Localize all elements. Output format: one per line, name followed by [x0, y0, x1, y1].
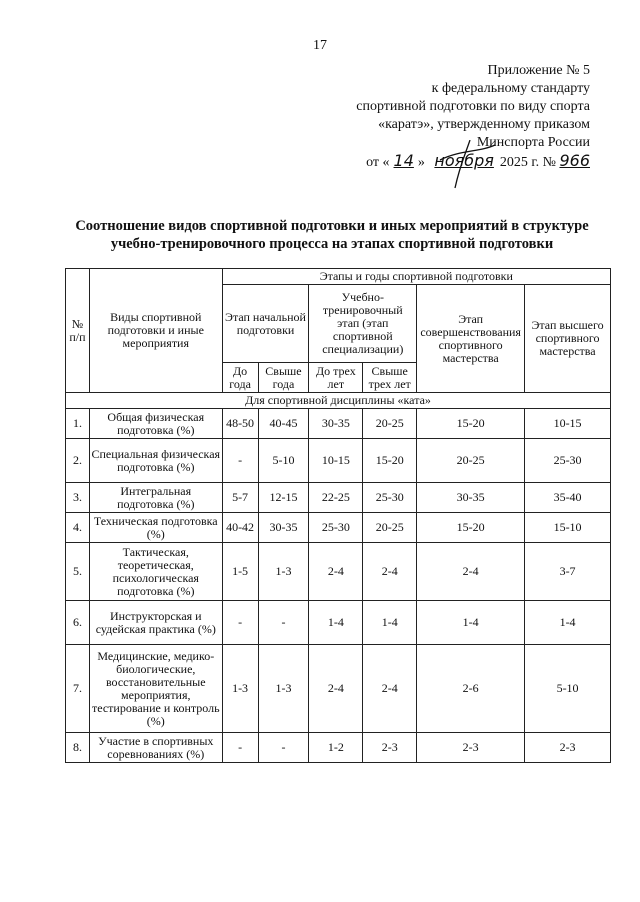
table-row [66, 483, 611, 513]
cell-over-three: 2-4 [363, 645, 417, 733]
date-mid: » [417, 155, 425, 170]
cell-over-three: 20-25 [363, 513, 417, 543]
cell-improvement: 2-6 [417, 645, 525, 733]
cell-upto-three: 2-4 [309, 543, 363, 601]
cell-improvement: 2-3 [417, 733, 525, 763]
title-line-2: учебно-тренировочного процесса на этапах спортивной подготовки [110, 236, 554, 252]
cell-over-year: 40-45 [258, 409, 309, 439]
header-initial-stage: Этап начальной подготовки [222, 285, 309, 363]
signature-mark [380, 140, 520, 190]
header-over-three: Свыше трех лет [363, 363, 417, 393]
row-name: Специальная физическая подготовка (%) [89, 439, 222, 483]
cell-upto-three: 10-15 [309, 439, 363, 483]
row-name: Общая физическая подготовка (%) [89, 409, 222, 439]
appendix-line-2: к федеральному стандарту [431, 81, 590, 96]
appendix-line-5: Минспорта России [476, 135, 590, 150]
cell-upto-three: 1-4 [309, 601, 363, 645]
cell-improvement: 2-4 [417, 543, 525, 601]
table-row [66, 601, 611, 645]
cell-over-year: 5-10 [258, 439, 309, 483]
cell-over-year: 1-3 [258, 543, 309, 601]
row-number: 1. [66, 409, 90, 439]
row-number: 8. [66, 733, 90, 763]
row-number: 3. [66, 483, 90, 513]
cell-over-three: 2-4 [363, 543, 417, 601]
cell-over-year: 12-15 [258, 483, 309, 513]
table-row [66, 645, 611, 733]
cell-higher: 25-30 [525, 439, 611, 483]
cell-upto-three: 2-4 [309, 645, 363, 733]
cell-over-three: 15-20 [363, 439, 417, 483]
cell-upto-three: 30-35 [309, 409, 363, 439]
row-name: Инструкторская и судейская практика (%) [89, 601, 222, 645]
section-kata: Для спортивной дисциплины «ката» [66, 393, 611, 409]
cell-higher: 10-15 [525, 409, 611, 439]
header-stages: Этапы и годы спортивной подготовки [222, 269, 610, 285]
row-number: 6. [66, 601, 90, 645]
cell-higher: 1-4 [525, 601, 611, 645]
row-name: Интегральная подготовка (%) [89, 483, 222, 513]
table-row [66, 733, 611, 763]
cell-upto-year: - [222, 601, 258, 645]
title-line-1: Соотношение видов спортивной подготовки и иных мероприятий в структуре [75, 218, 589, 234]
appendix-line-3: спортивной подготовки по виду спорта [356, 99, 590, 114]
row-name: Участие в спортивных соревнованиях (%) [89, 733, 222, 763]
cell-higher: 3-7 [525, 543, 611, 601]
cell-upto-three: 25-30 [309, 513, 363, 543]
cell-over-three: 2-3 [363, 733, 417, 763]
date-year: 2025 г. № [499, 155, 556, 170]
cell-improvement: 15-20 [417, 513, 525, 543]
header-training-stage: Учебно-тренировочный этап (этап спортивной специализации) [309, 285, 417, 363]
cell-upto-year: - [222, 439, 258, 483]
header-types: Виды спортивной подготовки и иные мероприятия [89, 269, 222, 393]
training-ratio-table [65, 268, 611, 763]
row-number: 5. [66, 543, 90, 601]
cell-over-three: 20-25 [363, 409, 417, 439]
cell-upto-three: 22-25 [309, 483, 363, 513]
header-over-year: Свыше года [258, 363, 309, 393]
table-row [66, 513, 611, 543]
date-month: ноября [434, 151, 494, 170]
row-name: Медицинские, медико-биологические, восстановительные мероприятия, тестирование и контроль (%) [89, 645, 222, 733]
cell-over-year: - [258, 601, 309, 645]
header-num: № п/п [66, 269, 90, 393]
appendix-line-1: Приложение № 5 [487, 63, 590, 78]
cell-over-year: - [258, 733, 309, 763]
cell-upto-year: 1-5 [222, 543, 258, 601]
date-prefix: от « [366, 155, 390, 170]
header-upto-three: До трех лет [309, 363, 363, 393]
cell-upto-year: - [222, 733, 258, 763]
row-name: Тактическая, теоретическая, психологическая подготовка (%) [89, 543, 222, 601]
appendix-line-4: «каратэ», утвержденному приказом [378, 117, 590, 132]
cell-over-year: 1-3 [258, 645, 309, 733]
row-number: 4. [66, 513, 90, 543]
cell-upto-three: 1-2 [309, 733, 363, 763]
cell-higher: 5-10 [525, 645, 611, 733]
cell-upto-year: 48-50 [222, 409, 258, 439]
table-row [66, 543, 611, 601]
cell-improvement: 1-4 [417, 601, 525, 645]
cell-higher: 35-40 [525, 483, 611, 513]
date-day: 14 [393, 151, 414, 170]
header-improvement-stage: Этап совершенствования спортивного мастерства [417, 285, 525, 393]
cell-improvement: 15-20 [417, 409, 525, 439]
cell-improvement: 20-25 [417, 439, 525, 483]
row-number: 2. [66, 439, 90, 483]
cell-over-year: 30-35 [258, 513, 309, 543]
cell-improvement: 30-35 [417, 483, 525, 513]
header-higher-stage: Этап высшего спортивного мастерства [525, 285, 611, 393]
cell-upto-year: 40-42 [222, 513, 258, 543]
row-number: 7. [66, 645, 90, 733]
cell-upto-year: 5-7 [222, 483, 258, 513]
row-name: Техническая подготовка (%) [89, 513, 222, 543]
header-upto-year: До года [222, 363, 258, 393]
cell-over-three: 1-4 [363, 601, 417, 645]
table-row [66, 439, 611, 483]
table-row [66, 409, 611, 439]
cell-higher: 15-10 [525, 513, 611, 543]
page-number: 17 [313, 38, 327, 53]
document-title [62, 217, 602, 253]
cell-higher: 2-3 [525, 733, 611, 763]
order-number: 966 [559, 151, 590, 170]
cell-upto-year: 1-3 [222, 645, 258, 733]
cell-over-three: 25-30 [363, 483, 417, 513]
